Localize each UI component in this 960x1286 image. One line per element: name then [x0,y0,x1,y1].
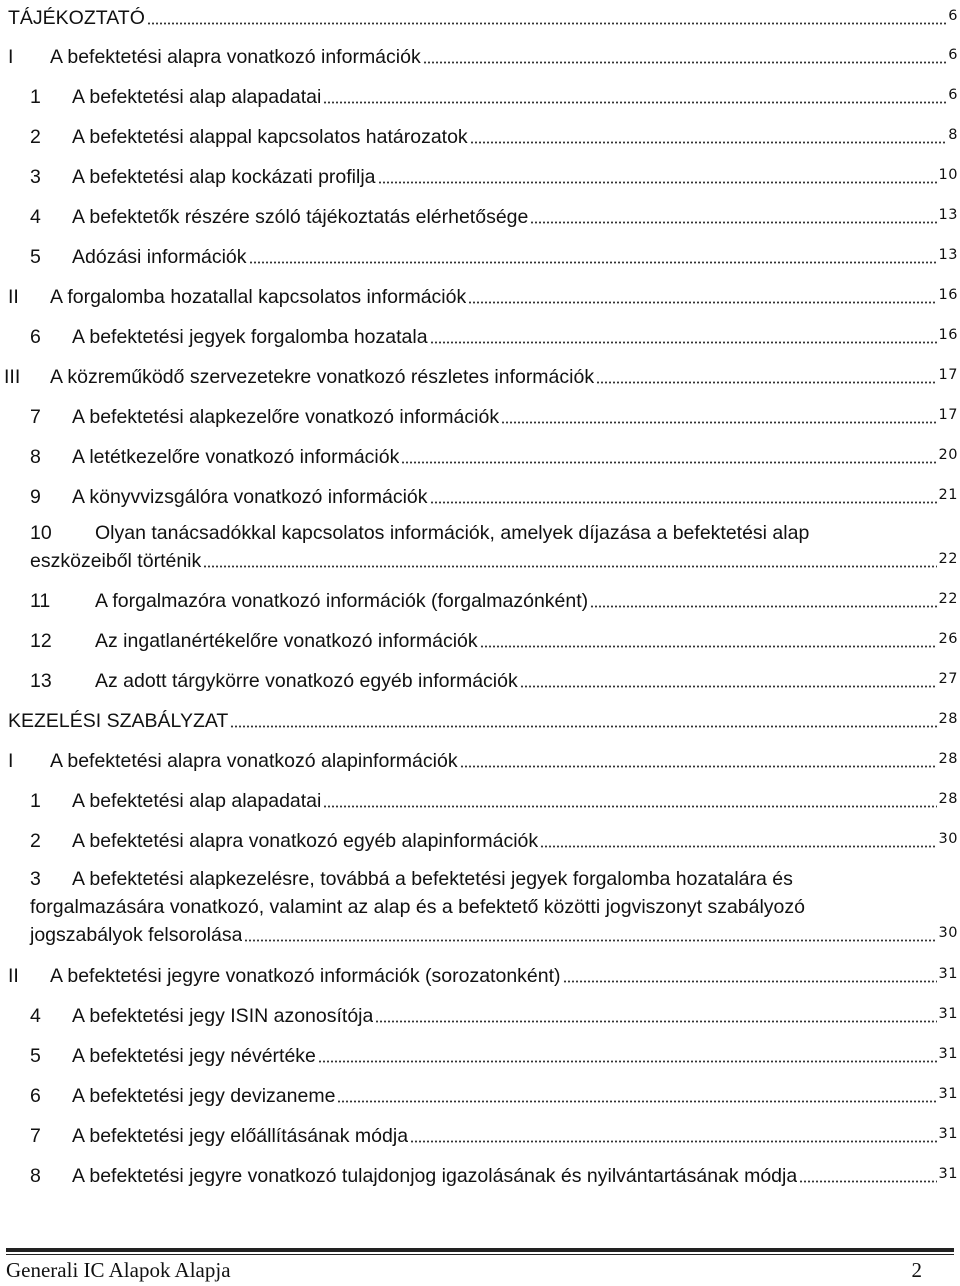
toc-entry[interactable] [0,785,960,821]
toc-title: Adózási információk [72,246,247,268]
dot-leader [596,381,936,384]
footer-page-number: 2 [911,1258,922,1282]
toc-page-number: 8 [948,127,958,143]
toc-page-number: 30 [938,925,958,941]
toc-title: A letétkezelőre vonatkozó információk [72,446,400,468]
toc-entry[interactable] [0,481,960,517]
toc-entry[interactable] [0,1080,960,1116]
toc-title: A befektetési jegy előállításának módja [72,1125,409,1147]
footer-divider-thin [6,1254,954,1255]
toc-number: 8 [30,1165,41,1187]
dot-leader [249,261,937,264]
dot-leader [470,141,947,144]
toc-title: A befektetési alap alapadatai [72,86,322,108]
toc-page-number: 6 [948,47,958,63]
toc-title: Az ingatlanértékelőre vonatkozó információk [95,630,478,652]
toc-number: II [8,965,19,987]
toc-title-line-1: A befektetési alapkezelésre, továbbá a befektetési jegyek forgalomba hozatalára és [72,868,793,890]
dot-leader [799,1180,936,1183]
toc-entry[interactable] [0,1040,960,1076]
toc-number: 2 [30,830,41,852]
toc-title: A forgalomba hozatallal kapcsolatos információk [50,286,467,308]
toc-title: A forgalmazóra vonatkozó információk (forgalmazónként) [95,590,589,612]
dot-leader [337,1100,936,1103]
toc-entry[interactable] [0,81,960,117]
toc-number: 9 [30,486,41,508]
toc-page-number: 31 [938,1006,958,1022]
toc-number: 7 [30,1125,41,1147]
footer-document-title: Generali IC Alapok Alapja [6,1258,231,1282]
toc-number: 5 [30,246,41,268]
toc-entry[interactable] [0,401,960,437]
toc-entry[interactable] [0,121,960,157]
toc-entry[interactable] [0,241,960,277]
toc-number: I [8,46,14,68]
dot-leader [480,645,937,648]
toc-number: 1 [30,790,41,812]
toc-page-number: 31 [938,1166,958,1182]
toc-number: 4 [30,206,41,228]
toc-entry[interactable] [0,960,960,996]
toc-page-number: 31 [938,966,958,982]
toc-entry[interactable] [0,1120,960,1156]
toc-title: A befektetési jegyre vonatkozó tulajdonjog igazolásának és nyilvántartásának módja [72,1165,798,1187]
toc-page-number: 21 [938,487,958,503]
toc-page-number: 13 [938,207,958,223]
toc-number: 4 [30,1005,41,1027]
toc-entry[interactable] [0,864,960,948]
toc-title: Az adott tárgykörre vonatkozó egyéb információk [95,670,518,692]
toc-page-number: 20 [938,447,958,463]
toc-number: 7 [30,406,41,428]
dot-leader [401,461,936,464]
toc-number: 6 [30,1085,41,1107]
toc-title: jogszabályok felsorolása [30,924,243,946]
dot-leader [430,341,937,344]
dot-leader [203,565,936,568]
toc-page-number: 30 [938,831,958,847]
toc-number: 13 [30,670,52,692]
dot-leader [430,501,937,504]
toc-page-number: 28 [938,751,958,767]
toc-title: A könyvvizsgálóra vonatkozó információk [72,486,428,508]
toc-number: 5 [30,1045,41,1067]
toc-entry[interactable] [0,161,960,197]
toc-entry[interactable] [0,625,960,661]
toc-page-number: 16 [938,327,958,343]
toc-page-number: 31 [938,1126,958,1142]
toc-number: 10 [30,522,52,544]
toc-page-number: 16 [938,287,958,303]
toc-title-line-2: forgalmazására vonatkozó, valamint az alap és a befektető közötti jogviszonyt szabályozó [30,896,806,918]
toc-title: A befektetési jegy névértéke [72,1045,316,1067]
toc-entry[interactable] [0,441,960,477]
dot-leader [378,181,937,184]
dot-leader [410,1140,937,1143]
toc-number: I [8,750,14,772]
toc-number: 11 [30,590,51,612]
dot-leader [147,22,946,25]
toc-page-number: 17 [938,407,958,423]
toc-entry[interactable] [0,518,960,578]
toc-title: A közreműködő szervezetekre vonatkozó részletes információk [50,366,595,388]
toc-entry[interactable] [0,201,960,237]
dot-leader [244,939,936,942]
toc-entry[interactable] [0,41,960,77]
toc-number: 3 [30,166,41,188]
toc-number: 3 [30,868,41,890]
dot-leader [375,1020,936,1023]
toc-page-number: 22 [938,551,958,567]
toc-page-number: 10 [938,167,958,183]
toc-page-number: 28 [938,791,958,807]
toc-number: III [4,366,21,388]
toc-title: A befektetési alapra vonatkozó alapinformációk [50,750,458,772]
toc-title: A befektetők részére szóló tájékoztatás elérhetősége [72,206,529,228]
toc-title: A befektetési jegy devizaneme [72,1085,336,1107]
toc-title: A befektetési jegyek forgalomba hozatala [72,326,428,348]
toc-title-line-1: Olyan tanácsadókkal kapcsolatos információk, amelyek díjazása a befektetési alap [95,522,810,544]
dot-leader [460,765,937,768]
dot-leader [501,421,936,424]
toc-entry[interactable] [0,705,960,741]
toc-title: A befektetési alap alapadatai [72,790,322,812]
toc-entry[interactable] [0,1160,960,1196]
toc-page-number: 17 [938,367,958,383]
toc-title: A befektetési alapkezelőre vonatkozó információk [72,406,500,428]
toc-title: A befektetési alap kockázati profilja [72,166,376,188]
toc-page-number: 22 [938,591,958,607]
toc-page-number: 28 [938,711,958,727]
dot-leader [323,101,946,104]
toc-title: TÁJÉKOZTATÓ [8,7,145,29]
footer-divider [6,1248,954,1252]
toc-page-number: 26 [938,631,958,647]
dot-leader [540,845,936,848]
toc-entry[interactable] [0,825,960,861]
toc-number: 6 [30,326,41,348]
toc-number: II [8,286,19,308]
toc-page-number: 31 [938,1046,958,1062]
toc-entry[interactable] [0,281,960,317]
toc-title: A befektetési alapra vonatkozó információk [50,46,421,68]
toc-number: 1 [30,86,41,108]
toc-title: A befektetési alapra vonatkozó egyéb alapinformációk [72,830,539,852]
dot-leader [520,685,937,688]
toc-entry[interactable] [0,0,960,36]
dot-leader [468,301,936,304]
toc-title: eszközeiből történik [30,550,202,572]
toc-entry[interactable] [0,585,960,621]
toc-entry[interactable] [0,321,960,357]
toc-entry[interactable] [0,665,960,701]
toc-page-number: 13 [938,247,958,263]
toc-page-number: 27 [938,671,958,687]
toc-page-number: 6 [948,8,958,24]
toc-number: 8 [30,446,41,468]
toc-entry[interactable] [0,745,960,781]
dot-leader [318,1060,937,1063]
toc-entry[interactable] [0,361,960,397]
toc-page-number: 6 [948,87,958,103]
toc-title: A befektetési jegyre vonatkozó információk (sorozatonként) [50,965,561,987]
dot-leader [423,61,947,64]
dot-leader [590,605,936,608]
toc-number: 2 [30,126,41,148]
dot-leader [323,805,936,808]
toc-entry[interactable] [0,1000,960,1036]
dot-leader [530,221,936,224]
dot-leader [563,980,937,983]
toc-title: A befektetési jegy ISIN azonosítója [72,1005,374,1027]
dot-leader [230,725,936,728]
toc-title: KEZELÉSI SZABÁLYZAT [8,710,229,732]
toc-number: 12 [30,630,52,652]
toc-title: A befektetési alappal kapcsolatos határozatok [72,126,468,148]
toc-page-number: 31 [938,1086,958,1102]
